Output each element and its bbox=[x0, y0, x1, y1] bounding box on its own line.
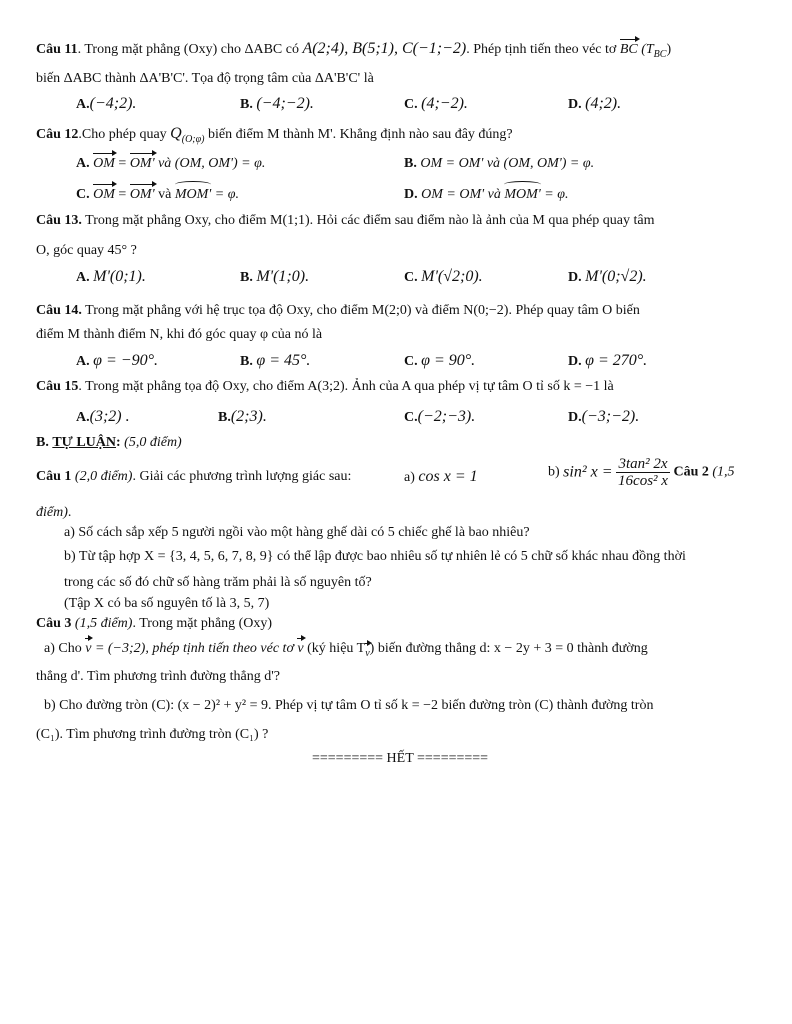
q13-option-c: C. M'(√2;0). bbox=[404, 268, 483, 285]
q14-option-a: A. φ = −90°. bbox=[76, 352, 158, 369]
q12-option-b: B. OM = OM' và (OM, OM') = φ. bbox=[404, 156, 595, 171]
c2-qa: a) Số cách sắp xếp 5 người ngồi vào một hàng ghế dài có 5 chiếc ghế là bao nhiêu? bbox=[64, 525, 530, 540]
q13-line1 bbox=[36, 212, 655, 230]
q11-option-d: D. (4;2). bbox=[568, 95, 622, 112]
q11-option-c: C. (4;−2). bbox=[404, 95, 468, 112]
c1-a: a) cos x = 1 bbox=[404, 468, 478, 485]
q11-text2: . Phép tịnh tiến theo véc tơ bbox=[466, 42, 617, 57]
q12-q: Q bbox=[170, 125, 182, 142]
q15-option-c: C.(−2;−3). bbox=[404, 408, 476, 425]
q14-option-d: D. φ = 270°. bbox=[568, 352, 648, 369]
c3-a-line1: a) Cho v = (−3;2), phép tịnh tiến theo véc tơ v (ký hiệu $T_v$) biến đường thẳng d: x − 2y + 3 = 0 thành đường bbox=[44, 640, 648, 663]
q11-option-a: A.(−4;2). bbox=[76, 95, 137, 112]
c1-label: Câu 1 bbox=[36, 469, 72, 484]
q11-option-b: B. (−4;−2). bbox=[240, 95, 314, 112]
q15-text1: . Trong mặt phẳng tọa độ Oxy, cho điểm A(3;2). Ảnh của A qua phép vị tự tâm O tỉ số k = −1 là bbox=[78, 379, 614, 394]
q11-line2: biến ΔABC thành ΔA'B'C'. Tọa độ trọng tâm của ΔA'B'C' là bbox=[36, 71, 374, 86]
c3-points: (1,5 điểm) bbox=[74, 616, 133, 631]
q12-option-d: D. OM = OM' và MOM' = φ. bbox=[404, 187, 569, 202]
q15-option-d: D.(−3;−2). bbox=[568, 408, 640, 425]
q14-option-c: C. φ = 90°. bbox=[404, 352, 476, 369]
q13-line2: O, góc quay 45° ? bbox=[36, 243, 137, 258]
q13-text1: Trong mặt phẳng Oxy, cho điểm M(1;1). Hỏi các điểm sau điểm nào là ảnh của M qua phép quay tâm bbox=[85, 213, 655, 228]
c3-text: . Trong mặt phẳng (Oxy) bbox=[132, 616, 273, 631]
q14-line2: điểm M thành điểm N, khi đó góc quay φ của nó là bbox=[36, 327, 323, 342]
q15-line1 bbox=[36, 378, 614, 396]
q11-vector-bc: BC bbox=[619, 42, 638, 57]
q15-option-b: B.(2;3). bbox=[218, 408, 267, 425]
q12-qsub: (O;φ) bbox=[181, 133, 205, 145]
c1-b-fraction: $\frac{\text{3tan² 2x}}{\text{16cos² x}}$ bbox=[618, 456, 668, 489]
q12-label: Câu 12 bbox=[36, 127, 79, 142]
q11-label: Câu 11 bbox=[36, 42, 78, 57]
q13-label: Câu 13. bbox=[36, 213, 82, 228]
q11-text1: . Trong mặt phẳng (Oxy) cho ΔABC có bbox=[77, 42, 299, 57]
q14-label: Câu 14. bbox=[36, 303, 82, 318]
q14-text1: Trong mặt phẳng với hệ trục tọa độ Oxy, cho điểm M(2;0) và điểm N(0;−2). Phép quay tâm O biến bbox=[85, 303, 640, 318]
q12-option-c: C. OM = OM' và MOM' = φ. bbox=[76, 187, 239, 202]
c3-line1 bbox=[36, 615, 272, 633]
q13-option-a: A. M'(0;1). bbox=[76, 268, 146, 285]
c2-qb-line2: trong các số đó chữ số hàng trăm phải là số nguyên tố? bbox=[64, 575, 372, 590]
q13-option-b: B. M'(1;0). bbox=[240, 268, 310, 285]
c1-line1 bbox=[36, 468, 351, 486]
q12-option-a: A. OM = OM' và (OM, OM') = φ. bbox=[76, 156, 266, 171]
c3-a-line2: thẳng d'. Tìm phương trình đường thẳng d'? bbox=[36, 669, 280, 684]
q15-option-a: A.(3;2) . bbox=[76, 408, 130, 425]
q12-text2: biến điểm M thành M'. Khẳng định nào sau đây đúng? bbox=[207, 127, 513, 142]
c1-points: (2,0 điểm) bbox=[74, 469, 133, 484]
q12-text1: .Cho phép quay bbox=[78, 127, 167, 142]
c1-b: b) sin² x = $\frac{\text{3tan² 2x}}{\text{16cos² x}}$ Câu 2 (1,5 bbox=[548, 456, 735, 489]
c3-b-line2: (C₁). Tìm phương trình đường tròn (C₁) ? bbox=[36, 727, 269, 742]
c3-label: Câu 3 bbox=[36, 616, 72, 631]
q11-line1 bbox=[36, 40, 671, 64]
q11-text4: ) bbox=[666, 42, 672, 57]
c1-text: . Giải các phương trình lượng giác sau: bbox=[132, 469, 352, 484]
q14-option-b: B. φ = 45°. bbox=[240, 352, 311, 369]
q11-vec-sub: BC bbox=[653, 48, 667, 60]
q11-math1: A(2;4), B(5;1), C(−1;−2) bbox=[302, 40, 467, 57]
c2-points-cont: điểm). bbox=[36, 505, 72, 520]
c2-qb-line3: (Tập X có ba số nguyên tố là 3, 5, 7) bbox=[64, 596, 270, 611]
q14-line1 bbox=[36, 302, 640, 320]
q11-text3: (T bbox=[641, 42, 654, 57]
c2-qb-line1: b) Từ tập hợp X = {3, 4, 5, 6, 7, 8, 9} có thể lập được bao nhiêu số tự nhiên lẻ có 5 chữ số khác nhau đồng thời bbox=[64, 549, 686, 564]
end-marker: ========= HẾT ========= bbox=[312, 751, 489, 766]
q12-line1 bbox=[36, 125, 513, 149]
part-b-heading: B. TỰ LUẬN: (5,0 điểm) bbox=[36, 435, 182, 450]
q13-option-d: D. M'(0;√2). bbox=[568, 268, 647, 285]
q15-label: Câu 15 bbox=[36, 379, 79, 394]
c3-b-line1: b) Cho đường tròn (C): (x − 2)² + y² = 9. Phép vị tự tâm O tỉ số k = −2 biến đường tròn (C) thành đường tròn bbox=[44, 698, 654, 713]
